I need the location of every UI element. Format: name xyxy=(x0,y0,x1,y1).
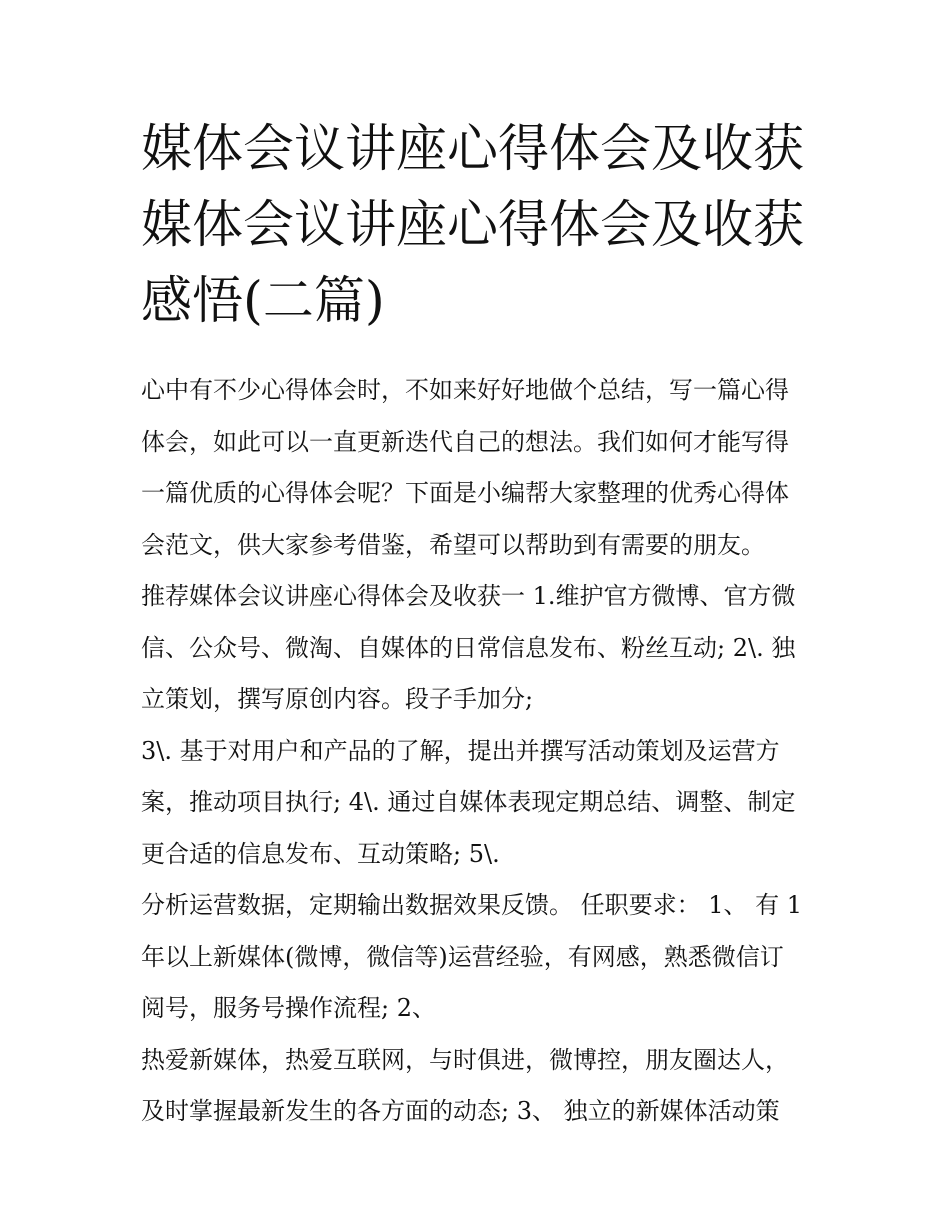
document-content xyxy=(141,112,821,1138)
title-line: 媒体会议讲座心得体会及收获 xyxy=(141,196,805,255)
text-line: 会范文，供大家参考借鉴，希望可以帮助到有需要的朋友。 xyxy=(141,530,765,559)
paragraph-duties-2 xyxy=(141,726,821,881)
text-line: 推荐媒体会议讲座心得体会及收获一 1.维护官方微博、官方微 xyxy=(141,582,796,610)
text-line: 案，推动项目执行; 4\. 通过自媒体表现定期总结、调整、制定 xyxy=(141,788,796,816)
paragraph-duties-1 xyxy=(141,571,821,726)
text-line: 立策划，撰写原创内容。段子手加分; xyxy=(141,685,534,713)
paragraph-requirements-1 xyxy=(141,880,821,1035)
text-line: 更合适的信息发布、互动策略; 5\. xyxy=(141,839,500,868)
text-line: 心中有不少心得体会时，不如来好好地做个总结，写一篇心得 xyxy=(141,376,789,404)
text-line: 阅号，服务号操作流程; 2、 xyxy=(141,994,436,1022)
document-body xyxy=(141,365,821,1138)
text-line: 3\. 基于对用户和产品的了解，提出并撰写活动策划及运营方 xyxy=(141,736,780,765)
text-line: 一篇优质的心得体会呢？下面是小编帮大家整理的优秀心得体 xyxy=(141,479,789,507)
text-line: 及时掌握最新发生的各方面的动态; 3、 独立的新媒体活动策 xyxy=(141,1097,780,1125)
title-line: 媒体会议讲座心得体会及收获 xyxy=(141,120,805,179)
title-line: 感悟(二篇) xyxy=(141,272,385,331)
paragraph-intro xyxy=(141,365,821,571)
text-line: 年以上新媒体(微博，微信等)运营经验，有网感，熟悉微信订 xyxy=(141,942,784,971)
text-line: 热爱新媒体，热爱互联网，与时俱进，微博控，朋友圈达人， xyxy=(141,1045,789,1074)
text-line: 分析运营数据，定期输出数据效果反馈。 任职要求： 1、 有 1 xyxy=(141,891,803,919)
document-title xyxy=(141,112,821,340)
text-line: 体会，如此可以一直更新迭代自己的想法。我们如何才能写得 xyxy=(141,427,789,456)
text-line: 信、公众号、微淘、自媒体的日常信息发布、粉丝互动; 2\. 独 xyxy=(141,633,796,662)
paragraph-requirements-2 xyxy=(141,1035,821,1138)
